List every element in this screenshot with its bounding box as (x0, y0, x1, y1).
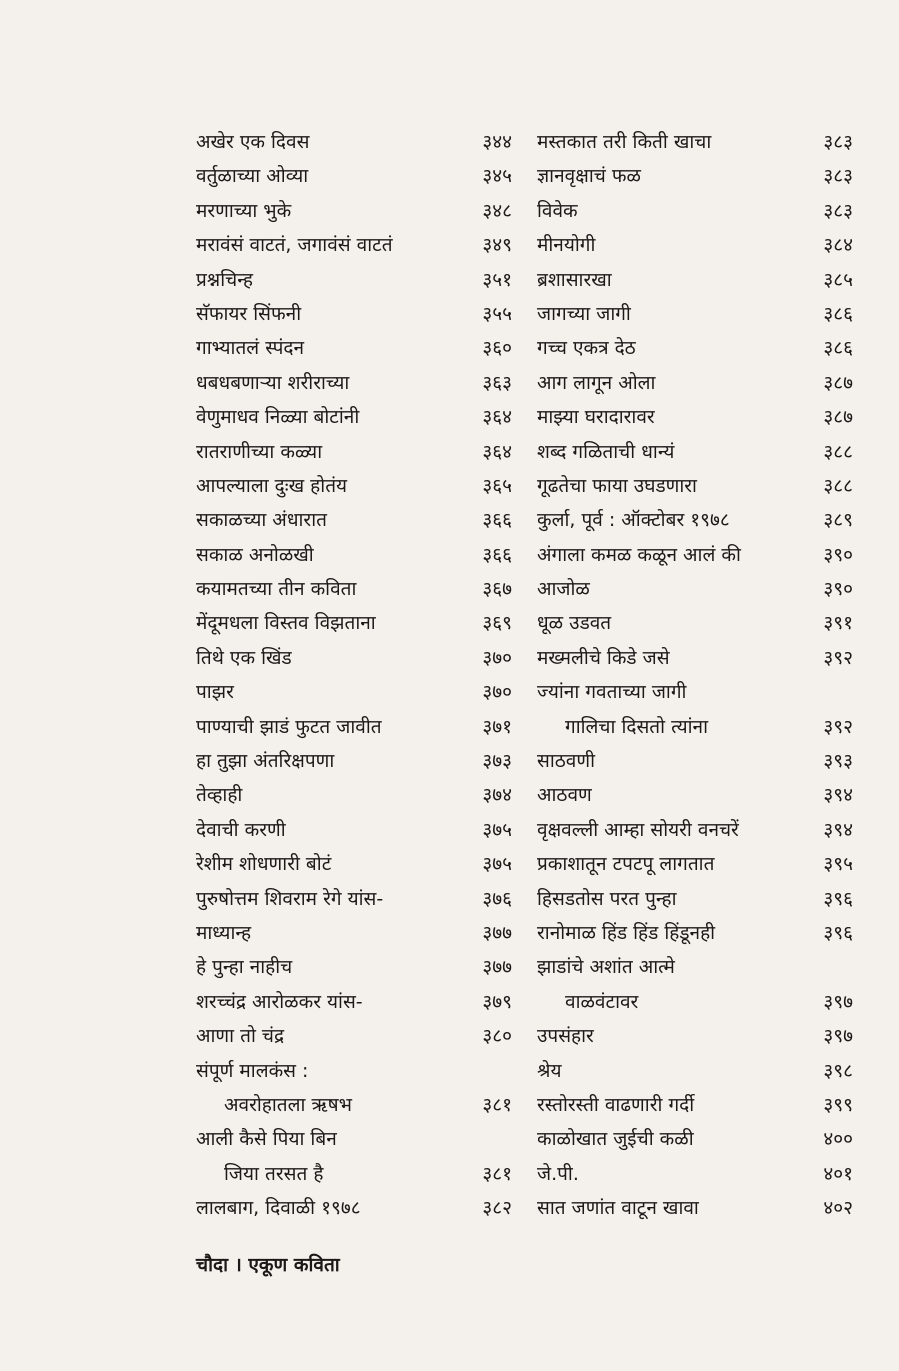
toc-entry-title: गच्च एकत्र देठ (537, 337, 636, 360)
toc-entry (537, 916, 853, 950)
toc-entry-page-number: ३६५ (482, 474, 512, 497)
toc-entry (537, 1054, 853, 1088)
toc-entry-page-number: ३९२ (823, 646, 853, 669)
toc-entry-title: मीनयोगी (537, 234, 596, 257)
toc-entry (537, 641, 853, 675)
toc-entry-page-number: ४०१ (823, 1162, 853, 1185)
toc-entry-page-number: ३९८ (823, 1059, 853, 1082)
toc-entry-page-number: ३८७ (823, 406, 853, 429)
toc-entry-page-number: ३७६ (482, 887, 512, 910)
toc-entry (196, 538, 512, 572)
toc-entry (196, 778, 512, 812)
toc-entry (196, 400, 512, 434)
toc-entry-page-number: ३७१ (482, 715, 512, 738)
toc-entry-title: मस्तकात तरी किती खाचा (537, 131, 712, 153)
toc-entry-title: कुर्ला, पूर्व : ऑक्टोबर १९७८ (537, 509, 730, 532)
toc-entry-page-number: ३९० (823, 578, 853, 601)
toc-entry-page-number: ३९६ (823, 921, 853, 944)
toc-entry-title: वेणुमाधव निळ्या बोटांनी (196, 406, 360, 429)
toc-entry-page-number: ३९७ (823, 990, 853, 1013)
toc-entry-page-number: ३८६ (823, 302, 853, 325)
toc-entry (537, 950, 853, 984)
toc-entry-page-number: ३९९ (823, 1093, 853, 1116)
toc-entry (537, 159, 853, 193)
toc-entry-page-number: ३९२ (823, 715, 853, 738)
toc-entry (537, 985, 853, 1019)
toc-entry-page-number: ३९४ (823, 818, 853, 841)
toc-entry-title: मरणाच्या भुके (196, 199, 292, 222)
toc-entry-title: तिथे एक खिंड (196, 646, 292, 669)
toc-entry-page-number: ३८३ (823, 199, 853, 222)
toc-entry-page-number: ३९३ (823, 750, 853, 773)
toc-entry-title: हे पुन्हा नाहीच (196, 956, 293, 979)
toc-entry-page-number: ३९१ (823, 612, 853, 635)
toc-entry (196, 1122, 512, 1156)
toc-entry-title: धबधबणाऱ्या शरीराच्या (196, 371, 350, 394)
toc-entry (537, 331, 853, 365)
toc-entry-page-number: ३८१ (482, 1162, 512, 1185)
toc-entry-page-number: ३६४ (482, 440, 512, 463)
toc-entry-page-number: ४०० (823, 1128, 853, 1151)
toc-entry (196, 503, 512, 537)
toc-entry (537, 1019, 853, 1053)
toc-entry-title: ब्रशासारखा (537, 268, 612, 291)
page-footer: चौदा । एकूण कविता (196, 1254, 340, 1276)
toc-entry (196, 469, 512, 503)
toc-entry-title: अखेर एक दिवस (196, 131, 310, 153)
toc-entry-page-number: ३९४ (823, 784, 853, 807)
toc-entry (196, 194, 512, 228)
toc-entry-page-number: ३८८ (823, 440, 853, 463)
toc-entry (196, 606, 512, 640)
toc-entry (196, 1191, 512, 1225)
toc-entry (196, 1157, 512, 1191)
toc-entry-page-number: ३८० (482, 1025, 512, 1048)
toc-entry-page-number: ३७९ (482, 990, 512, 1013)
toc-entry (537, 847, 853, 881)
toc-entry (537, 744, 853, 778)
toc-entry-title: आपल्याला दुःख होतंय (196, 474, 348, 497)
toc-entry-title: कयामतच्या तीन कविता (196, 578, 357, 601)
toc-entry-title: रातराणीच्या कळ्या (196, 440, 323, 463)
toc-entry-title: संपूर्ण मालकंस : (196, 1059, 309, 1082)
toc-entry (196, 228, 512, 262)
toc-entry-title: जे.पी. (537, 1162, 579, 1185)
toc-entry (537, 297, 853, 331)
toc-entry (196, 435, 512, 469)
toc-entry (196, 297, 512, 331)
toc-entry (196, 159, 512, 193)
toc-entry-title: गूढतेचा फाया उघडणारा (537, 474, 697, 497)
toc-entry-title: रानोमाळ हिंड हिंड हिंडूनही (537, 921, 716, 944)
toc-entry-title: वाळवंटावर (565, 990, 639, 1013)
toc-entry-page-number: ३४९ (482, 234, 512, 257)
toc-entry-title: पाण्याची झाडं फुटत जावीत (196, 715, 382, 738)
toc-entry-title: गाभ्यातलं स्पंदन (196, 337, 305, 360)
toc-entry (537, 1122, 853, 1156)
toc-entry-page-number: ३५५ (482, 302, 512, 325)
toc-entry-title: वृक्षवल्ली आम्हा सोयरी वनचरें (537, 818, 739, 841)
toc-entry-title: शब्द गळिताची धान्यं (537, 440, 675, 463)
toc-entry-page-number: ३४५ (482, 165, 512, 188)
toc-entry-title: प्रश्नचिन्ह (196, 268, 254, 291)
toc-entry-title: मख्मलीचे किडे जसे (537, 646, 670, 669)
toc-entry-title: वर्तुळाच्या ओव्या (196, 165, 309, 188)
toc-entry-title: सकाळच्या अंधारात (196, 509, 327, 532)
toc-entry (537, 778, 853, 812)
toc-entry-title: तेव्हाही (196, 784, 243, 807)
toc-left-column (196, 125, 512, 1226)
toc-entry-page-number: ३७५ (482, 818, 512, 841)
toc-entry-page-number: ३७५ (482, 853, 512, 876)
toc-entry-page-number: ३६९ (482, 612, 512, 635)
toc-entry-title: आणा तो चंद्र (196, 1025, 285, 1048)
toc-entry (196, 744, 512, 778)
toc-entry (196, 675, 512, 709)
toc-entry (537, 1088, 853, 1122)
toc-entry (196, 1088, 512, 1122)
toc-entry-page-number: ३७७ (482, 956, 512, 979)
toc-entry-page-number: ३६६ (482, 543, 512, 566)
toc-entry-title: पाझर (196, 681, 234, 704)
toc-entry-page-number: ३६३ (482, 371, 512, 394)
toc-entry (537, 400, 853, 434)
toc-entry (196, 882, 512, 916)
toc-entry (537, 538, 853, 572)
toc-entry-page-number: ३४४ (482, 131, 512, 153)
toc-entry-title: देवाची करणी (196, 818, 286, 841)
toc-entry (196, 331, 512, 365)
toc-entry-page-number: ३७० (482, 646, 512, 669)
toc-entry (537, 125, 853, 159)
toc-entry-title: मरावंसं वाटतं, जगावंसं वाटतं (196, 234, 393, 257)
toc-entry (537, 1191, 853, 1225)
toc-entry-page-number: ३८१ (482, 1093, 512, 1116)
toc-entry-page-number: ३९५ (823, 853, 853, 876)
toc-entry (537, 1157, 853, 1191)
toc-entry (196, 813, 512, 847)
toc-entry-page-number: ३८६ (823, 337, 853, 360)
toc-entry (196, 263, 512, 297)
toc-entry-title: सकाळ अनोळखी (196, 543, 314, 566)
toc-entry-title: झाडांचे अशांत आत्मे (537, 956, 675, 979)
toc-entry (196, 125, 512, 159)
toc-entry-title: लालबाग, दिवाळी १९७८ (196, 1197, 361, 1220)
toc-entry-page-number: ३८३ (823, 165, 853, 188)
toc-entry-page-number: ३८९ (823, 509, 853, 532)
toc-entry-title: माझ्या घरादारावर (537, 406, 655, 429)
toc-entry-title: उपसंहार (537, 1025, 594, 1048)
toc-entry-page-number: ३७० (482, 681, 512, 704)
toc-entry-page-number: ३८४ (823, 234, 853, 257)
toc-entry (537, 228, 853, 262)
toc-entry (537, 469, 853, 503)
toc-entry (196, 847, 512, 881)
toc-entry-page-number: ३८२ (482, 1197, 512, 1220)
toc-entry-page-number: ३६४ (482, 406, 512, 429)
toc-entry (537, 675, 853, 709)
toc-entry (537, 366, 853, 400)
toc-entry (537, 882, 853, 916)
toc-entry-title: आग लागून ओला (537, 371, 656, 394)
toc-entry-page-number: ३९६ (823, 887, 853, 910)
toc-entry-title: श्रेय (537, 1059, 562, 1082)
toc-entry-page-number: ३४८ (482, 199, 512, 222)
toc-entry-title: हा तुझा अंतरिक्षपणा (196, 750, 335, 773)
toc-entry-page-number: ३९० (823, 543, 853, 566)
toc-entry-title: अवरोहातला ऋषभ (224, 1093, 353, 1116)
toc-entry-page-number: ३५१ (482, 268, 512, 291)
toc-entry-title: साठवणी (537, 750, 596, 773)
toc-entry-title: मेंदूमधला विस्तव विझताना (196, 612, 376, 635)
toc-entry-title: पुरुषोत्तम शिवराम रेगे यांस- (196, 887, 384, 910)
toc-entry (537, 813, 853, 847)
toc-entry-page-number: ३८८ (823, 474, 853, 497)
toc-entry-page-number: ३८७ (823, 371, 853, 394)
toc-entry-page-number: ३८३ (823, 131, 853, 153)
toc-entry-title: अंगाला कमळ कळून आलं की (537, 543, 741, 566)
toc-entry-page-number: ३७३ (482, 750, 512, 773)
toc-entry-title: रेशीम शोधणारी बोटं (196, 853, 332, 876)
toc-entry-page-number: ३८५ (823, 268, 853, 291)
toc-right-column (537, 125, 853, 1226)
toc-entry-page-number: ३७७ (482, 921, 512, 944)
toc-entry-title: जागच्या जागी (537, 302, 631, 325)
toc-entry-page-number: ३९७ (823, 1025, 853, 1048)
toc-entry-page-number: ३७४ (482, 784, 512, 807)
toc-entry-title: आठवण (537, 784, 592, 807)
toc-entry-title: काळोखात जुईची कळी (537, 1128, 694, 1151)
toc-entry (196, 985, 512, 1019)
toc-entry (537, 503, 853, 537)
toc-entry-title: माध्यान्ह (196, 921, 252, 944)
toc-entry-title: हिसडतोस परत पुन्हा (537, 887, 677, 910)
toc-entry (537, 263, 853, 297)
toc-entry-title: ज्यांना गवताच्या जागी (537, 681, 687, 704)
toc-entry (196, 916, 512, 950)
toc-entry (196, 1019, 512, 1053)
toc-entry-title: जिया तरसत है (224, 1162, 324, 1185)
toc-entry (196, 950, 512, 984)
toc-entry (537, 572, 853, 606)
toc-entry-page-number: ४०२ (823, 1197, 853, 1220)
toc-entry (196, 641, 512, 675)
toc-entry (537, 710, 853, 744)
toc-entry-title: रस्तोरस्ती वाढणारी गर्दी (537, 1093, 695, 1116)
toc-entry-title: आली कैसे पिया बिन (196, 1128, 337, 1151)
toc-entry-title: प्रकाशातून टपटपू लागतात (537, 853, 715, 876)
toc-entry-page-number: ३६० (482, 337, 512, 360)
toc-entry-title: धूळ उडवत (537, 612, 612, 635)
toc-entry-title: सात जणांत वाटून खावा (537, 1197, 699, 1220)
toc-entry (196, 710, 512, 744)
toc-entry-title: ज्ञानवृक्षाचं फळ (537, 165, 641, 188)
toc-entry-page-number: ३६७ (482, 578, 512, 601)
toc-entry-title: विवेक (537, 199, 578, 222)
toc-entry-title: गालिचा दिसतो त्यांना (565, 715, 709, 738)
toc-entry-title: आजोळ (537, 578, 590, 601)
toc-entry (196, 1054, 512, 1088)
toc-entry (196, 572, 512, 606)
toc-entry (537, 194, 853, 228)
toc-entry (196, 366, 512, 400)
toc-entry (537, 606, 853, 640)
toc-entry-page-number: ३६६ (482, 509, 512, 532)
toc-entry-title: शरच्चंद्र आरोळकर यांस- (196, 990, 363, 1013)
toc-entry (537, 435, 853, 469)
toc-entry-title: सॅफायर सिंफनी (196, 302, 302, 325)
